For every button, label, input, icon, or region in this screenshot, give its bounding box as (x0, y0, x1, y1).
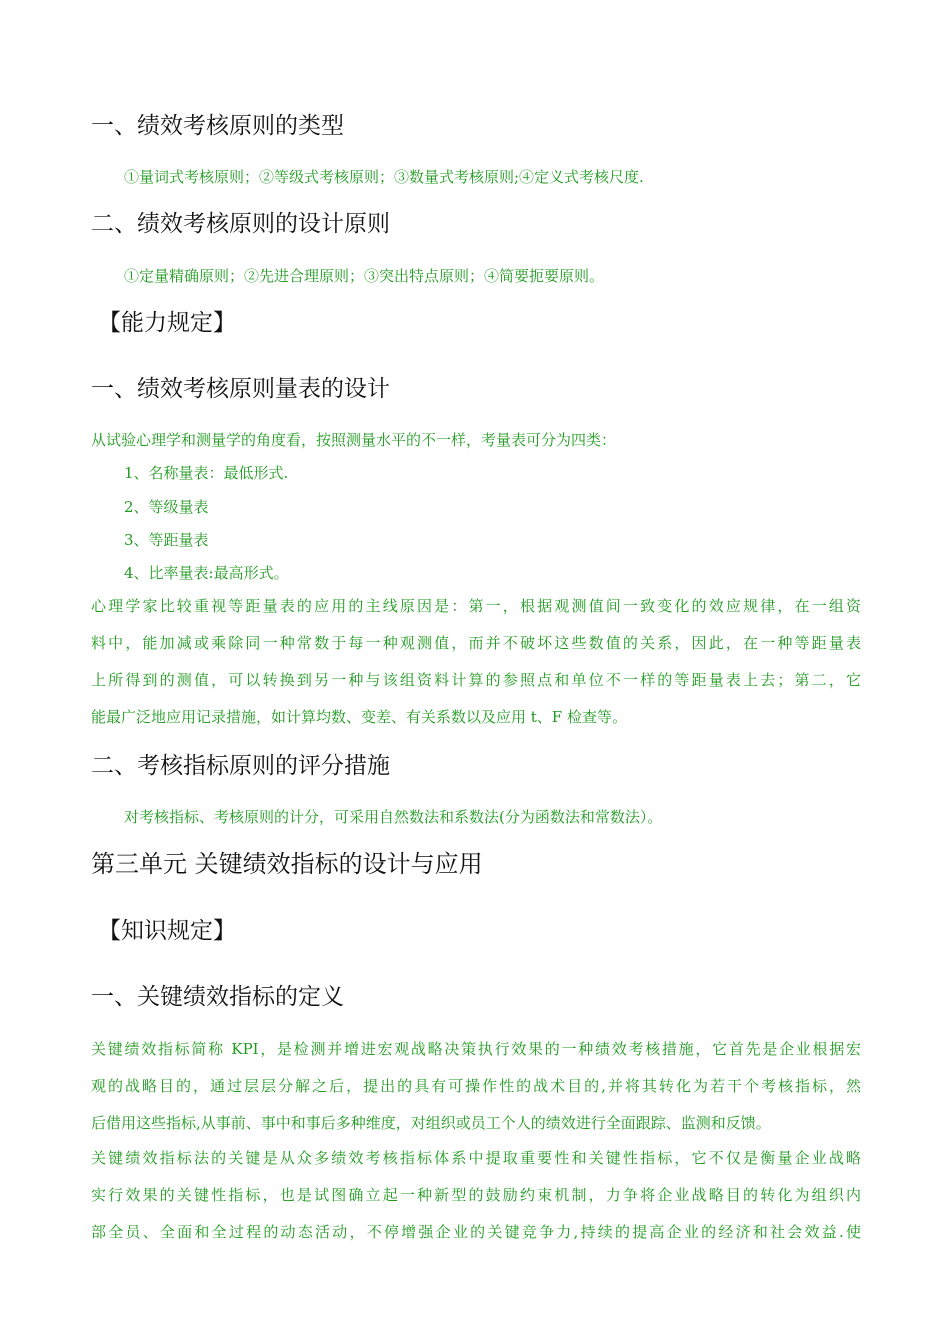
kpi-definition-paragraph (91, 1039, 861, 1150)
paragraph-line: 心理学家比较重视等距量表的应用的主线原因是：第一，根据观测值间一致变化的效应规律，在一组资 (91, 597, 861, 615)
paragraph-line: 部全员、全面和全过程的动态活动，不停增强企业的关键竞争力,持续的提高企业的经济和社会效益.使 (91, 1223, 861, 1241)
assessment-types-text: ①量词式考核原则；②等级式考核原则；③数量式考核原则;④定义式考核尺度. (124, 168, 644, 186)
paragraph-line: 料中，能加减或乘除同一种常数于每一种观测值，而并不破坏这些数值的关系，因此，在一种等距量表 (91, 634, 861, 652)
unit-heading: 第三单元 关键绩效指标的设计与应用 (91, 850, 483, 878)
ability-requirements-heading: 【能力规定】 (98, 310, 236, 336)
paragraph-line: 实行效果的关键性指标，也是试图确立起一种新型的鼓励约束机制，力争将企业战略目的转化为组织内 (91, 1186, 861, 1204)
scale-intro-text: 从试验心理学和测量学的角度看，按照测量水平的不一样，考量表可分为四类： (91, 431, 617, 449)
paragraph-line: 能最广泛地应用记录措施，如计算均数、变差、有关系数以及应用 t、F 检查等。 (91, 708, 627, 726)
paragraph-line: 关键绩效指标简称 KPI，是检测并增进宏观战略决策执行效果的一种绩效考核措施，它首先是企业根据宏 (91, 1040, 861, 1058)
scale-list-item: 4、比率量表:最高形式。 (124, 564, 289, 582)
section-heading-assessment-types: 一、绩效考核原则的类型 (91, 113, 344, 139)
interval-scale-paragraph (91, 596, 861, 744)
scale-list-item: 2、等级量表 (124, 498, 209, 516)
section-heading-scale-design: 一、绩效考核原则量表的设计 (91, 376, 390, 402)
section-heading-scoring-methods: 二、考核指标原则的评分措施 (91, 753, 390, 779)
design-principles-text: ①定量精确原则；②先进合理原则；③突出特点原则；④简要扼要原则。 (124, 267, 605, 285)
paragraph-line: 上所得到的测值，可以转换到另一种与该组资料计算的参照点和单位不一样的等距量表上去；第二，它 (91, 671, 861, 689)
scale-list-item: 1、名称量表：最低形式. (124, 464, 289, 482)
knowledge-requirements-heading: 【知识规定】 (98, 918, 236, 944)
kpi-method-paragraph (91, 1148, 861, 1259)
section-heading-design-principles: 二、绩效考核原则的设计原则 (91, 211, 390, 237)
paragraph-line: 关键绩效指标法的关键是从众多绩效考核指标体系中提取重要性和关键性指标，它不仅是衡量企业战略 (91, 1149, 861, 1167)
section-heading-kpi-definition: 一、关键绩效指标的定义 (91, 984, 344, 1010)
paragraph-line: 后借用这些指标,从事前、事中和事后多种维度，对组织或员工个人的绩效进行全面跟踪、监测和反馈。 (91, 1114, 771, 1132)
scoring-methods-text: 对考核指标、考核原则的计分，可采用自然数法和系数法(分为函数法和常数法）。 (124, 808, 663, 826)
paragraph-line: 观的战略目的，通过层层分解之后，提出的具有可操作性的战术目的,并将其转化为若干个考核指标，然 (91, 1077, 861, 1095)
scale-list-item: 3、等距量表 (124, 531, 209, 549)
